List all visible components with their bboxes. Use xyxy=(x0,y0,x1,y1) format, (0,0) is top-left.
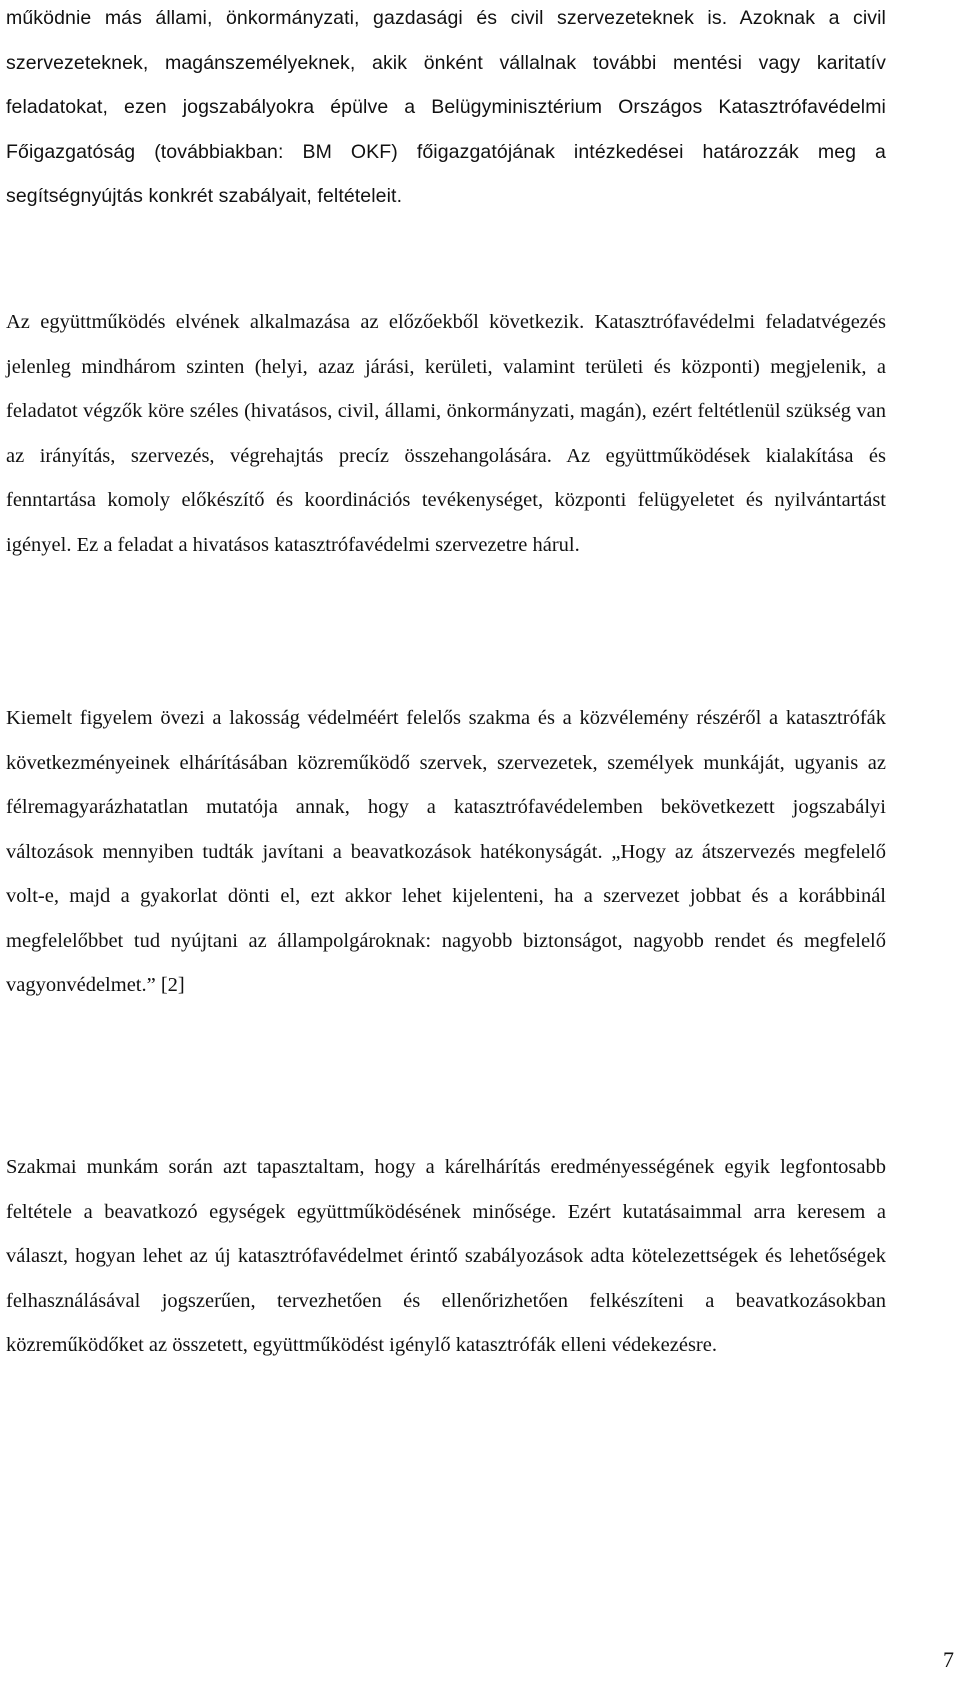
paragraph-research-aim: Szakmai munkám során azt tapasztaltam, hogy a kárelhárítás eredményességének egyik legfontosabb feltétele a beavatkozó egységek együttműködésének minősége. Ezért kutatásaimmal arra keresem a választ, hogyan lehet az új katasztrófavédelmet érintő szabályozások adta kötelezettségek és lehetőségek felhasználásával jogszerűen, tervezhetően és ellenőrizhetően felkészíteni a beavatkozásokban közreműködőket az összetett, együttműködést igénylő katasztrófák elleni védekezésre. xyxy=(6,1156,886,1356)
document-page xyxy=(6,0,886,1693)
paragraph-public-attention: Kiemelt figyelem övezi a lakosság védelméért felelős szakma és a közvélemény részéről a katasztrófák következményeinek elhárításában közreműködő szervek, szervezetek, személyek munkáját, ugyanis az félremagyarázhatatlan mutatója annak, hogy a katasztrófavédelemben bekövetkezett jogszabályi változások mennyiben tudták javítani a beavatkozások hatékonyságát. „Hogy az átszervezés megfelelő volt-e, majd a gyakorlat dönti el, ezt akkor lehet kijelenteni, ha a szervezet jobbat és a korábbinál megfelelőbbet tud nyújtani az állampolgároknak: nagyobb biztonságot, nagyobb rendet és megfelelő vagyonvédelmet.” [2] xyxy=(6,707,886,996)
page-number: 7 xyxy=(943,1647,954,1672)
paragraph-civil-organizations: működnie más állami, önkormányzati, gazdasági és civil szervezeteknek is. Azoknak a civil szervezeteknek, magánszemélyeknek, akik önként vállalnak további mentési vagy karitatív feladatokat, ezen jogszabályokra épülve a Belügyminisztérium Országos Katasztrófavédelmi Főigazgatóság (továbbiakban: BM OKF) főigazgatójának intézkedései határozzák meg a segítségnyújtás konkrét szabályait, feltételeit. xyxy=(6,7,886,207)
paragraph-cooperation-principle: Az együttműködés elvének alkalmazása az előzőekből következik. Katasztrófavédelmi feladatvégezés jelenleg mindhárom szinten (helyi, azaz járási, kerületi, valamint területi és központi) megjelenik, a feladatot végzők köre széles (hivatásos, civil, állami, önkormányzati, magán), ezért feltétlenül szükség van az irányítás, szervezés, végrehajtás precíz összehangolására. Az együttműködések kialakítása és fenntartása komoly előkészítő és koordinációs tevékenységet, központi felügyeletet és nyilvántartást igényel. Ez a feladat a hivatásos katasztrófavédelmi szervezetre hárul. xyxy=(6,311,886,556)
